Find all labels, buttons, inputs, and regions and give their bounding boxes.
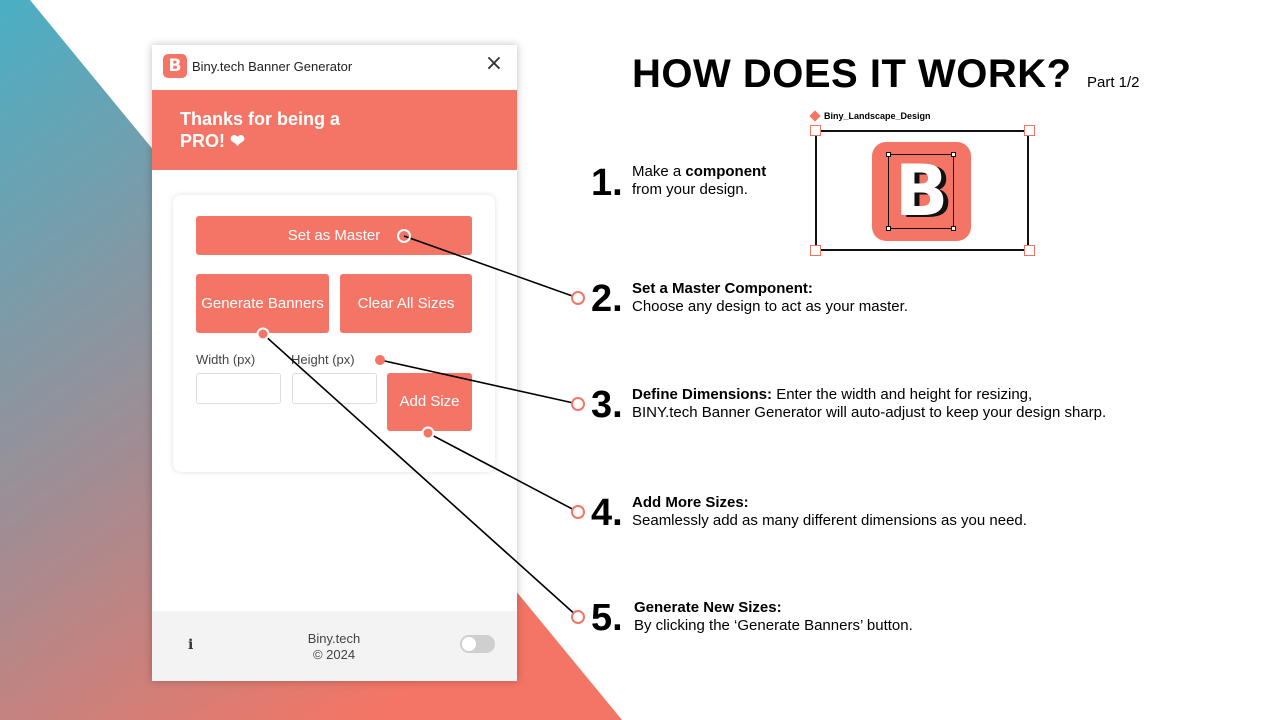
close-icon[interactable]: × — [484, 51, 504, 76]
step-3-text — [632, 386, 1106, 422]
pro-banner — [152, 90, 517, 170]
step-1-prefix: Make a — [632, 163, 686, 180]
frame-handle-tl — [810, 125, 821, 136]
step-4-number: 4. — [591, 492, 623, 534]
step-2-text — [632, 280, 908, 316]
generate-banners-button[interactable]: Generate Banners — [196, 274, 329, 333]
step-2-heading: Set a Master Component: — [632, 280, 813, 297]
set-master-button[interactable]: Set as Master — [196, 216, 472, 255]
frame-handle-bl — [810, 245, 821, 256]
step-1-text — [632, 163, 766, 199]
app-title: Biny.tech Banner Generator — [192, 59, 353, 74]
step-5-heading: Generate New Sizes: — [634, 599, 782, 616]
component-label: Biny_Landscape_Design — [824, 111, 931, 121]
height-input[interactable] — [292, 373, 377, 404]
step-3-number: 3. — [591, 384, 623, 426]
step-4-heading: Add More Sizes: — [632, 494, 749, 511]
sel-handle-bl — [886, 226, 891, 231]
add-size-button[interactable]: Add Size — [387, 373, 472, 431]
step-5-body: By clicking the ‘Generate Banners’ button. — [634, 617, 913, 634]
guide-part: Part 1/2 — [1087, 74, 1140, 91]
sel-handle-tl — [886, 152, 891, 157]
step-3-heading: Define Dimensions: — [632, 386, 773, 403]
width-input[interactable] — [196, 373, 281, 404]
step-1-line2: from your design. — [632, 181, 748, 198]
toggle-knob — [462, 637, 476, 651]
logo-selection-box — [888, 154, 954, 229]
step-5-number: 5. — [591, 597, 623, 639]
footer — [152, 611, 517, 681]
sel-handle-br — [951, 226, 956, 231]
info-icon[interactable]: i — [188, 637, 194, 653]
biny-logo-letter: B — [894, 150, 949, 232]
step-1-bold: component — [685, 163, 767, 180]
sel-handle-tr — [951, 152, 956, 157]
frame-handle-br — [1024, 245, 1035, 256]
clear-all-sizes-button[interactable]: Clear All Sizes — [340, 274, 472, 333]
step-5-text — [634, 599, 913, 635]
footer-brand — [294, 631, 374, 663]
app-logo: B — [163, 54, 187, 78]
controls-card — [173, 195, 495, 472]
step-2-body: Choose any design to act as your master. — [632, 298, 908, 315]
plugin-window — [152, 45, 517, 681]
pro-banner-text: Thanks for being a PRO! ❤ — [180, 109, 341, 151]
step-3-body: BINY.tech Banner Generator will auto-adjust to keep your design sharp. — [632, 404, 1107, 421]
height-label: Height (px) — [291, 352, 355, 367]
title-bar — [152, 45, 517, 90]
guide-title: HOW DOES IT WORK? — [632, 52, 1072, 96]
theme-toggle[interactable] — [460, 635, 495, 653]
frame-handle-tr — [1024, 125, 1035, 136]
step-4-text — [632, 494, 1027, 530]
step-4-body: Seamlessly add as many different dimensions as you need. — [632, 512, 1027, 529]
width-label: Width (px) — [196, 352, 256, 367]
step-1-number: 1. — [591, 162, 623, 204]
step-2-number: 2. — [591, 278, 623, 320]
step-3-inline: Enter the width and height for resizing, — [772, 386, 1033, 403]
footer-brand-name: Biny.tech — [307, 631, 361, 646]
footer-copyright: © 2024 — [312, 647, 356, 662]
